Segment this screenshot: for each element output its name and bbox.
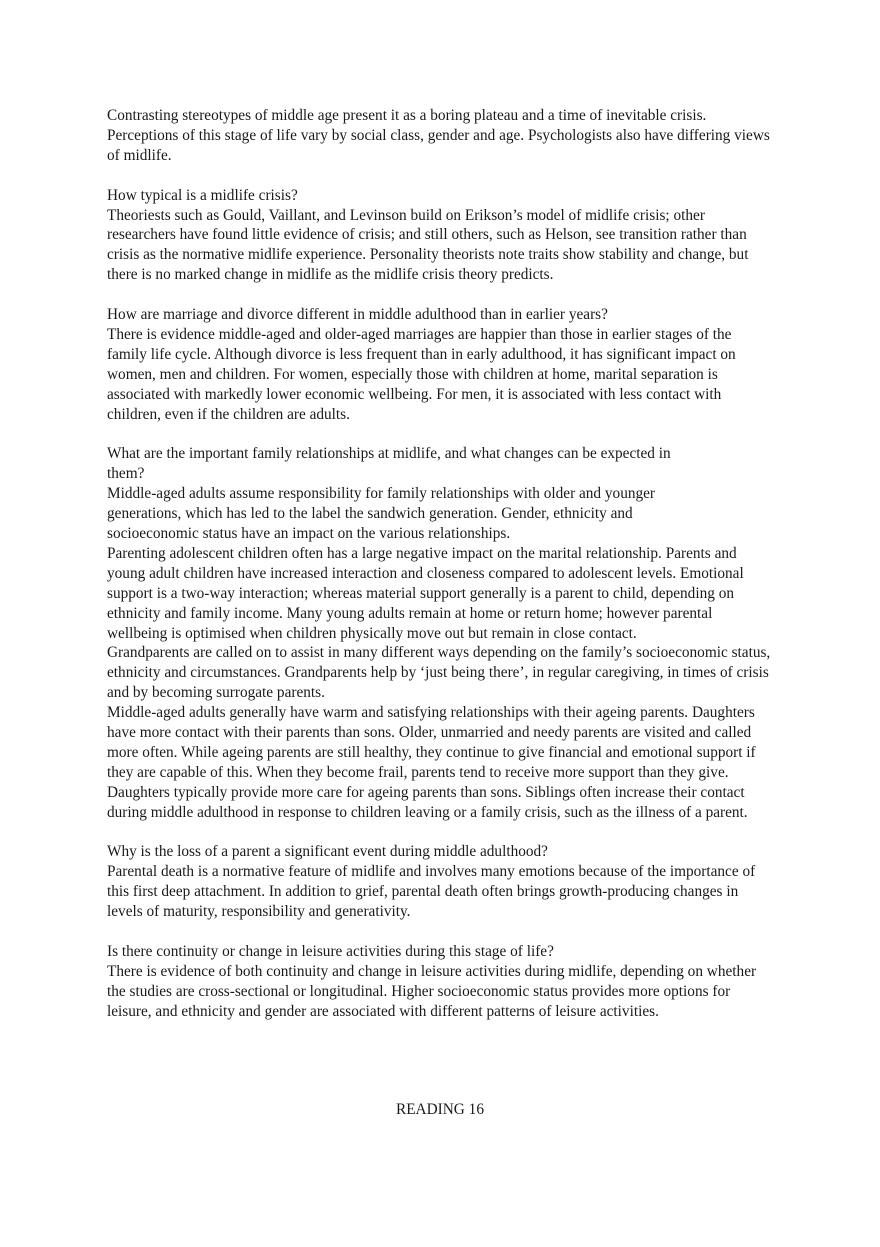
section-question: What are the important family relationships at midlife, and what changes can be expected in them?: [107, 445, 671, 483]
section-paragraph: Parenting adolescent children often has a large negative impact on the marital relationship. Parents and young adult children have increased interaction and closeness compared to adolescent levels. Emotional support is a two-way interaction; whereas material support generally is a parent to child, depending on ethnicity and family income. Many young adults remain at home or return home; however parental wellbeing is optimised when children physically move out but remain in close contact.: [107, 544, 744, 642]
section-question: Is there continuity or change in leisure activities during this stage of life?: [107, 942, 554, 960]
section-question: How typical is a midlife crisis?: [107, 186, 298, 204]
document-body: [107, 106, 772, 1022]
section-marriage-divorce: [107, 305, 772, 424]
section-loss-of-parent: [107, 842, 772, 922]
section-paragraph: There is evidence of both continuity and change in leisure activities during midlife, depending on whether the studies are cross-sectional or longitudinal. Higher socioeconomic status provides more options for leisure, and ethnicity and gender are associated with different patterns of leisure activities.: [107, 962, 757, 1020]
page-footer: READING 16: [396, 1101, 484, 1118]
section-paragraph: Middle-aged adults assume responsibility for family relationships with older and younger generations, which has led to the label the sandwich generation. Gender, ethnicity and socioeconomic status have an impact on the various relationships.: [107, 485, 656, 542]
section-paragraph: Middle-aged adults generally have warm and satisfying relationships with their ageing parents. Daughters have more contact with their parents than sons. Older, unmarried and needy parents are visited and called more often. While ageing parents are still healthy, they continue to give financial and emotional support if they are capable of this. When they become frail, parents tend to receive more support than they give. Daughters typically provide more care for ageing parents than sons. Siblings often increase their contact during middle adulthood in response to children leaving or a family crisis, such as the illness of a parent.: [107, 704, 756, 821]
intro-paragraph: Contrasting stereotypes of middle age present it as a boring plateau and a time of inevitable crisis. Perceptions of this stage of life vary by social class, gender and age. Psychologists also have differing views of midlife.: [107, 107, 770, 164]
section-midlife-crisis: [107, 186, 772, 286]
section-question: How are marriage and divorce different in middle adulthood than in earlier years?: [107, 306, 608, 324]
section-leisure-activities: [107, 942, 772, 1022]
section-family-relationships: [107, 444, 772, 822]
section-question: Why is the loss of a parent a significant event during middle adulthood?: [107, 843, 548, 861]
section-paragraph: Theoriests such as Gould, Vaillant, and Levinson build on Erikson’s model of midlife crisis; other researchers have found little evidence of crisis; and still others, such as Helson, see transition rather than crisis as the normative midlife experience. Personality theorists note traits show stability and change, but there is no marked change in midlife as the midlife crisis theory predicts.: [107, 206, 749, 284]
section-paragraph: Parental death is a normative feature of midlife and involves many emotions because of the importance of this first deep attachment. In addition to grief, parental death often brings growth-producing changes in levels of maturity, responsibility and generativity.: [107, 863, 756, 921]
section-paragraph: Grandparents are called on to assist in many different ways depending on the family’s socioeconomic status, ethnicity and circumstances. Grandparents help by ‘just being there’, in regular caregiving, in times of crisis and by becoming surrogate parents.: [107, 644, 771, 702]
section-paragraph: There is evidence middle-aged and older-aged marriages are happier than those in earlier stages of the family life cycle. Although divorce is less frequent than in early adulthood, it has significant impact on women, men and children. For women, especially those with children at home, marital separation is associated with markedly lower economic wellbeing. For men, it is associated with less contact with children, even if the children are adults.: [107, 325, 736, 423]
